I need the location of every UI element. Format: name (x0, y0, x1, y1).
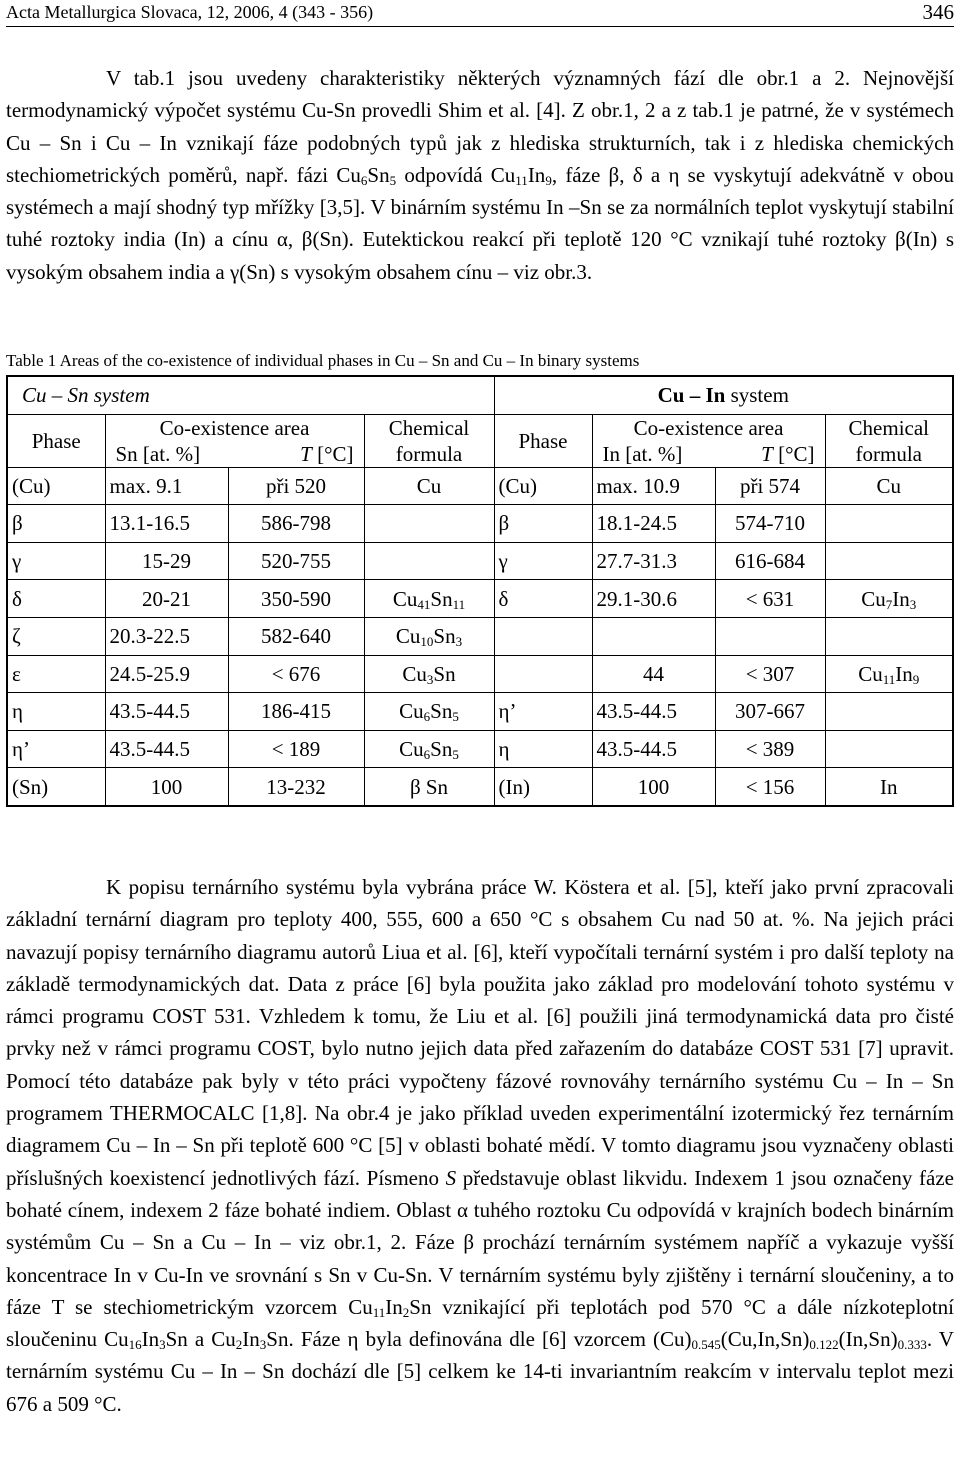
running-header (6, 0, 954, 27)
temp-cell: 307-667 (715, 693, 825, 731)
phase-cell (494, 655, 592, 693)
temp-label: T [°C] (761, 441, 815, 466)
area-cell: 100 (592, 768, 715, 806)
area-cell: 15-29 (105, 542, 228, 580)
table-column-header-row (7, 414, 953, 467)
text-run: formula (855, 441, 923, 466)
table-row (7, 730, 953, 768)
temp-cell: 186-415 (228, 693, 364, 731)
header-phase: Phase (494, 414, 592, 467)
temp-cell: < 676 (228, 655, 364, 693)
text-run: Sn a Cu (165, 1327, 236, 1352)
subscript: 6 (423, 709, 431, 725)
temp-cell: při 520 (228, 467, 364, 505)
text-run: Cu (399, 737, 424, 762)
formula-cell (364, 505, 494, 543)
subscript: 11 (452, 596, 466, 612)
paragraph-intro-text (6, 62, 954, 288)
subscript: 6 (423, 747, 431, 763)
journal-citation: Acta Metallurgica Slovaca, 12, 2006, 4 (343 - 356) (6, 2, 374, 22)
text-run: Sn [at. %] (115, 441, 201, 466)
phase-cell: δ (494, 580, 592, 618)
table-row (7, 768, 953, 806)
formula-cell (825, 580, 953, 618)
area-cell: 13.1-16.5 (105, 505, 228, 543)
phase-cell: δ (7, 580, 105, 618)
text-run: Chemical (388, 415, 470, 440)
text-run: Sn (430, 699, 453, 724)
page-number: 346 (922, 0, 954, 24)
text-run: system (725, 383, 789, 408)
text-run: (In,Sn) (838, 1327, 898, 1352)
subscript: 7 (885, 596, 893, 612)
phase-cell: (Sn) (7, 768, 105, 806)
temp-cell: < 156 (715, 768, 825, 806)
text-run: [°C] (317, 441, 354, 466)
text-run: Sn (430, 586, 453, 611)
text-run: Cu – In (657, 383, 726, 408)
text-run: Co-existence area (159, 415, 310, 440)
area-cell (592, 617, 715, 655)
temp-cell: < 307 (715, 655, 825, 693)
table-row (7, 580, 953, 618)
text-run: , fáze β, δ a η se vyskytují adekvátně v obou systémech a mají shodný typ mřížky [3,5]. V binárním systému In –Sn se za normálních teplot vyskytují stabilní tuhé roztoky india (In) a cínu α, β(Sn). Eutektickou reakcí při teplotě 120 °C vznikají tuhé roztoky β(In) s vysokým obsahem india a γ(Sn) s vysokým obsahem cínu – viz obr.3. (6, 162, 954, 284)
text-run: odpovídá Cu (404, 162, 516, 187)
subscript: 11 (372, 1304, 386, 1320)
subscript: 11 (882, 671, 896, 687)
text-run: Sn (433, 624, 456, 649)
cu-in-system-title (494, 376, 953, 414)
subscript: 9 (545, 172, 552, 188)
text-run: In (892, 586, 910, 611)
phase-table (6, 375, 954, 807)
text-run: formula (395, 441, 463, 466)
table-row (7, 617, 953, 655)
text-run: In (242, 1327, 260, 1352)
text-run: In (141, 1327, 160, 1352)
header-coexistence-in (592, 414, 825, 467)
temp-cell: < 631 (715, 580, 825, 618)
phase-cell: η’ (7, 730, 105, 768)
text-run: Chemical (848, 415, 930, 440)
table-row (7, 693, 953, 731)
table-row (7, 505, 953, 543)
formula-cell (825, 505, 953, 543)
subscript: 3 (159, 1337, 166, 1353)
temp-cell: 520-755 (228, 542, 364, 580)
header-sub-labels (597, 441, 821, 467)
phase-cell: β (7, 505, 105, 543)
area-cell: 29.1-30.6 (592, 580, 715, 618)
cu-sn-system-title: Cu – Sn system (7, 376, 494, 414)
text-run: [°C] (778, 441, 815, 466)
text-run: In (385, 1294, 403, 1319)
table-row (7, 655, 953, 693)
area-cell: 44 (592, 655, 715, 693)
phase-cell (494, 617, 592, 655)
area-cell: 18.1-24.5 (592, 505, 715, 543)
temp-cell: 582-640 (228, 617, 364, 655)
area-cell: 27.7-31.3 (592, 542, 715, 580)
text-run: In (895, 661, 913, 686)
phase-cell: γ (494, 542, 592, 580)
phase-cell: ε (7, 655, 105, 693)
phase-cell: (Cu) (7, 467, 105, 505)
text-run: Cu (402, 661, 427, 686)
phase-cell: γ (7, 542, 105, 580)
text-run: (Cu,In,Sn) (720, 1327, 810, 1352)
header-phase: Phase (7, 414, 105, 467)
temp-cell: < 389 (715, 730, 825, 768)
area-cell: 100 (105, 768, 228, 806)
subscript: 10 (420, 634, 434, 650)
temp-label: T [°C] (300, 441, 354, 466)
temp-cell: 350-590 (228, 580, 364, 618)
area-cell: 43.5-44.5 (592, 730, 715, 768)
subscript: 41 (417, 596, 431, 612)
area-cell: 24.5-25.9 (105, 655, 228, 693)
phase-cell: η (7, 693, 105, 731)
formula-cell (825, 693, 953, 731)
subscript: 3 (259, 1337, 267, 1353)
formula-cell (364, 730, 494, 768)
subscript: 3 (909, 596, 917, 612)
text-run: Co-existence area (633, 415, 784, 440)
text-run: Cu (395, 624, 421, 649)
formula-cell: Cu (825, 467, 953, 505)
formula-cell (825, 542, 953, 580)
area-cell: 43.5-44.5 (105, 693, 228, 731)
text-run: Cu (399, 699, 424, 724)
temp-cell: < 189 (228, 730, 364, 768)
header-chemical-formula (825, 414, 953, 467)
text-run: In [at. %] (602, 441, 683, 466)
text-run: Sn (433, 661, 456, 686)
subscript: 9 (912, 671, 920, 687)
text-run: V tab.1 jsou uvedeny charakteristiky některých významných fází dle obr.1 a 2. Nejnovější termodynamický výpočet systému Cu-Sn provedli Shim et al. [4]. Z obr.1, 2 a z tab.1 je patrné, že v systémech Cu – Sn i Cu – In vznikají fáze podobných typů jak z hlediska strukturních, tak i z hlediska chemických stechiometrických poměrů, např. fázi Cu (6, 66, 954, 187)
formula-cell (364, 542, 494, 580)
area-cell: max. 10.9 (592, 467, 715, 505)
subscript: 3 (455, 634, 463, 650)
text-run: představuje oblast likvidu. Indexem 1 jsou označeny fáze bohaté cínem, indexem 2 fáze bohaté indiem. Oblast α tuhého roztoku Cu odpovídá v krajních bodech binárním systémům Cu – Sn a Cu – In – viz obr.1, 2. Fáze β prochází ternárním systémem napříč a vykazuje vyšší koncentrace In v Cu-In ve srovnání s Sn v Cu-Sn. V ternárním systému byly zjištěny i ternární sloučeniny, a to fáze T se stechiometrickým vzorcem Cu (6, 1165, 954, 1319)
paragraph-ternary-text (6, 871, 954, 1420)
subscript: 16 (128, 1337, 142, 1353)
temp-cell: 13-232 (228, 768, 364, 806)
phase-cell: ζ (7, 617, 105, 655)
temp-cell: 586-798 (228, 505, 364, 543)
header-coexistence-sn (105, 414, 364, 467)
table-row (7, 542, 953, 580)
area-cell: 20.3-22.5 (105, 617, 228, 655)
subscript: 11 (515, 172, 528, 188)
temp-cell: 574-710 (715, 505, 825, 543)
paragraph-intro (6, 62, 954, 288)
subscript: 2 (402, 1304, 410, 1320)
formula-cell (364, 693, 494, 731)
header-chemical-formula (364, 414, 494, 467)
text-run: In (527, 162, 546, 187)
formula-cell (364, 655, 494, 693)
text-run: Cu (392, 586, 418, 611)
subscript: 5 (389, 172, 397, 188)
temp-cell (715, 617, 825, 655)
formula-cell (825, 730, 953, 768)
phase-cell: η (494, 730, 592, 768)
table-system-header-row (7, 376, 953, 414)
formula-cell: Cu (364, 467, 494, 505)
header-sub-labels (110, 441, 360, 467)
phase-cell: (Cu) (494, 467, 592, 505)
subscript: 5 (452, 709, 459, 725)
formula-cell (825, 617, 953, 655)
temp-cell: 616-684 (715, 542, 825, 580)
area-cell: 43.5-44.5 (592, 693, 715, 731)
text-run: Sn vznikající při teplotách pod 570 °C a dále nízkoteplotní sloučeninu Cu (6, 1294, 954, 1352)
text-run: Sn. Fáze η byla definována dle [6] vzorcem (Cu) (266, 1327, 692, 1352)
phase-cell: η’ (494, 693, 592, 731)
area-cell: 43.5-44.5 (105, 730, 228, 768)
formula-cell (364, 580, 494, 618)
subscript: 0.122 (809, 1337, 839, 1353)
subscript: 3 (426, 671, 434, 687)
phase-cell: β (494, 505, 592, 543)
phase-cell: (In) (494, 768, 592, 806)
text-run: Sn (367, 162, 390, 187)
text-run: Sn (430, 737, 453, 762)
subscript: 6 (360, 172, 368, 188)
formula-cell (825, 655, 953, 693)
text-run: Cu (861, 586, 886, 611)
subscript: 5 (452, 747, 459, 763)
temp-cell: při 574 (715, 467, 825, 505)
text-run: K popisu ternárního systému byla vybrána práce W. Köstera et al. [5], kteří jako první zpracovali základní ternární diagram pro teploty 400, 555, 600 a 650 °C s obsahem Cu nad 50 at. %. Na jejich práci navazují popisy ternárního diagramu autorů Liua et al. [6], kteří vypočítali ternární systém i pro další teploty na základě termodynamických dat. Data z práce [6] byla použita jako základ pro modelování tohoto systému v rámci programu COST 531. Vzhledem k tomu, že Liu et al. [6] použili jiná termodynamická data pro čisté prvky než v rámci programu COST, bylo nutno jejich data před zařazením do databáze COST 531 [7] upravit. Pomocí této databáze pak byly v této práci vypočteny fázové rovnováhy ternárního systému Cu – In – Sn programem THERMOCALC [1,8]. Na obr.4 je jako příklad uveden experimentální izotermický řez ternárním diagramem Cu – In – Sn při teplotě 600 °C [5] v oblasti bohaté mědí. V tomto diagramu jsou vyznačeny oblasti příslušných koexistencí jednotlivých fází. Písmeno (6, 875, 954, 1190)
area-cell: max. 9.1 (105, 467, 228, 505)
area-cell: 20-21 (105, 580, 228, 618)
text-run: Cu (858, 661, 883, 686)
table-row (7, 467, 953, 505)
table-caption: Table 1 Areas of the co-existence of individual phases in Cu – Sn and Cu – In binary systems (6, 351, 640, 370)
formula-cell: β Sn (364, 768, 494, 806)
formula-cell (364, 617, 494, 655)
text-run: . V ternárním systému Cu – In – Sn dochází dle [5] celkem ke 14-ti invariantním reakcím v intervalu teplot mezi 676 a 509 °C. (6, 1327, 954, 1416)
formula-cell: In (825, 768, 953, 806)
italic-letter: S (445, 1165, 457, 1190)
paragraph-ternary (6, 871, 954, 1420)
subscript: 2 (235, 1337, 243, 1353)
subscript: 0.333 (897, 1337, 927, 1353)
subscript: 0.545 (691, 1337, 721, 1353)
